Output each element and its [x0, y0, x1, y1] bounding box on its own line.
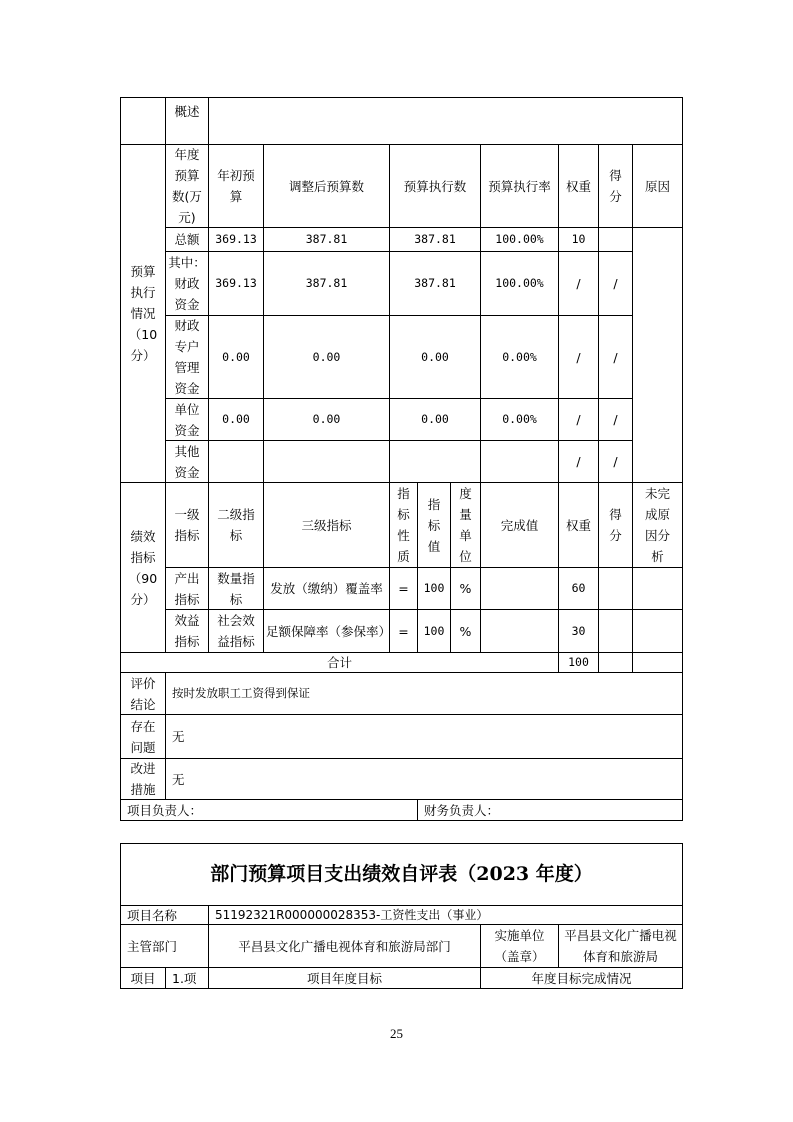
budget-row-other-rate	[480, 440, 559, 483]
budget-row-special-adjusted: 0.00	[263, 315, 390, 399]
perf-weight-header: 权重	[558, 482, 599, 568]
budget-row-total-rate: 100.00%	[480, 227, 559, 252]
year-budget-header: 年度 预算 数(万 元)	[165, 144, 209, 228]
perf-row-output-score	[598, 567, 633, 610]
project-name-label: 项目名称	[120, 905, 209, 925]
problems-label: 存在 问题	[120, 714, 166, 759]
conclusion-text: 按时发放职工工资得到保证	[165, 672, 683, 715]
budget-row-special-label: 财政 专户 管理 资金	[165, 315, 209, 399]
budget-row-fiscal-label: 其中： 财政 资金	[165, 251, 209, 316]
perf-reason-header: 未完 成原 因分 析	[632, 482, 683, 568]
budget-row-special-executed: 0.00	[389, 315, 481, 399]
budget-row-other-initial	[208, 440, 264, 483]
perf-level2-header: 二级指 标	[208, 482, 264, 568]
problems-text: 无	[165, 714, 683, 759]
project-name-value: 51192321R000000028353-工资性支出（事业）	[208, 905, 683, 925]
budget-row-other-weight: /	[558, 440, 599, 483]
perf-row-output-reason	[632, 567, 683, 610]
budget-row-unit-rate: 0.00%	[480, 398, 559, 441]
reason-column-body	[632, 227, 683, 483]
budget-row-fiscal-initial: 369.13	[208, 251, 264, 316]
total-score	[598, 652, 633, 673]
adjusted-budget-header: 调整后预算数	[263, 144, 390, 228]
project-leader: 项目负责人：	[120, 799, 418, 821]
budget-row-unit-adjusted: 0.00	[263, 398, 390, 441]
perf-value-header: 指 标 值	[417, 482, 451, 568]
dept-label: 主管部门	[120, 924, 209, 968]
budget-row-total-label: 总额	[165, 227, 209, 252]
budget-row-unit-executed: 0.00	[389, 398, 481, 441]
budget-row-fiscal-executed: 387.81	[389, 251, 481, 316]
executed-budget-header: 预算执行数	[389, 144, 481, 228]
perf-section-label: 绩效 指标 （90 分）	[120, 482, 166, 653]
budget-row-fiscal-adjusted: 387.81	[263, 251, 390, 316]
perf-row-benefit-level1: 效益 指标	[165, 609, 209, 653]
budget-row-other-adjusted	[263, 440, 390, 483]
measures-text: 无	[165, 758, 683, 800]
total-reason	[632, 652, 683, 673]
goal-header: 项目年度目标	[208, 967, 481, 989]
perf-row-benefit-level3: 足额保障率（参保率）	[263, 609, 390, 653]
perf-row-output-value: 100	[417, 567, 451, 610]
item-label: 项目	[120, 967, 166, 989]
perf-unit-header: 度 量 单 位	[450, 482, 481, 568]
perf-level3-header: 三级指标	[263, 482, 390, 568]
budget-row-other-executed	[389, 440, 481, 483]
budget-row-special-initial: 0.00	[208, 315, 264, 399]
impl-unit-value: 平昌县文化广播电视 体育和旅游局	[558, 924, 683, 968]
page-number: 25	[390, 1026, 403, 1041]
perf-row-benefit-nature: =	[389, 609, 418, 653]
item-number: 1.项	[165, 967, 209, 989]
total-weight: 100	[558, 652, 599, 673]
budget-row-fiscal-rate: 100.00%	[480, 251, 559, 316]
budget-row-special-score: /	[598, 315, 633, 399]
budget-row-total-executed: 387.81	[389, 227, 481, 252]
completion-header: 年度目标完成情况	[480, 967, 683, 989]
perf-row-benefit-weight: 30	[558, 609, 599, 653]
budget-row-unit-weight: /	[558, 398, 599, 441]
perf-row-benefit-score	[598, 609, 633, 653]
budget-row-fiscal-score: /	[598, 251, 633, 316]
perf-score-header: 得 分	[598, 482, 633, 568]
budget-row-other-label: 其他 资金	[165, 440, 209, 483]
score-header: 得 分	[598, 144, 633, 228]
perf-nature-header: 指 标 性 质	[389, 482, 418, 568]
perf-row-output-unit: %	[450, 567, 481, 610]
reason-header: 原因	[632, 144, 683, 228]
budget-row-special-weight: /	[558, 315, 599, 399]
overview-blank	[120, 97, 166, 145]
weight-header: 权重	[558, 144, 599, 228]
measures-label: 改进 措施	[120, 758, 166, 800]
table2-title: 部门预算项目支出绩效自评表（2023 年度）	[120, 843, 683, 906]
budget-row-total-score	[598, 227, 633, 252]
perf-row-benefit-completed	[480, 609, 559, 653]
budget-section-label: 预算 执行 情况 （10 分）	[120, 144, 166, 483]
perf-row-benefit-reason	[632, 609, 683, 653]
budget-row-unit-score: /	[598, 398, 633, 441]
budget-row-total-initial: 369.13	[208, 227, 264, 252]
dept-value: 平昌县文化广播电视体育和旅游局部门	[208, 924, 481, 968]
perf-row-output-completed	[480, 567, 559, 610]
budget-row-unit-initial: 0.00	[208, 398, 264, 441]
initial-budget-header: 年初预 算	[208, 144, 264, 228]
overview-content	[208, 97, 683, 145]
perf-completed-header: 完成值	[480, 482, 559, 568]
budget-row-unit-label: 单位 资金	[165, 398, 209, 441]
perf-row-benefit-value: 100	[417, 609, 451, 653]
budget-row-special-rate: 0.00%	[480, 315, 559, 399]
overview-label: 概述	[165, 97, 209, 145]
budget-row-total-weight: 10	[558, 227, 599, 252]
total-label: 合计	[120, 652, 559, 673]
perf-row-output-level1: 产出 指标	[165, 567, 209, 610]
perf-row-output-level3: 发放（缴纳）覆盖率	[263, 567, 390, 610]
finance-leader: 财务负责人：	[417, 799, 683, 821]
perf-row-output-nature: =	[389, 567, 418, 610]
perf-row-output-weight: 60	[558, 567, 599, 610]
conclusion-label: 评价 结论	[120, 672, 166, 715]
perf-row-benefit-unit: %	[450, 609, 481, 653]
budget-row-other-score: /	[598, 440, 633, 483]
perf-row-output-level2: 数量指 标	[208, 567, 264, 610]
budget-row-total-adjusted: 387.81	[263, 227, 390, 252]
execution-rate-header: 预算执行率	[480, 144, 559, 228]
perf-level1-header: 一级 指标	[165, 482, 209, 568]
budget-row-fiscal-weight: /	[558, 251, 599, 316]
perf-row-benefit-level2: 社会效 益指标	[208, 609, 264, 653]
impl-unit-label: 实施单位 （盖章）	[480, 924, 559, 968]
